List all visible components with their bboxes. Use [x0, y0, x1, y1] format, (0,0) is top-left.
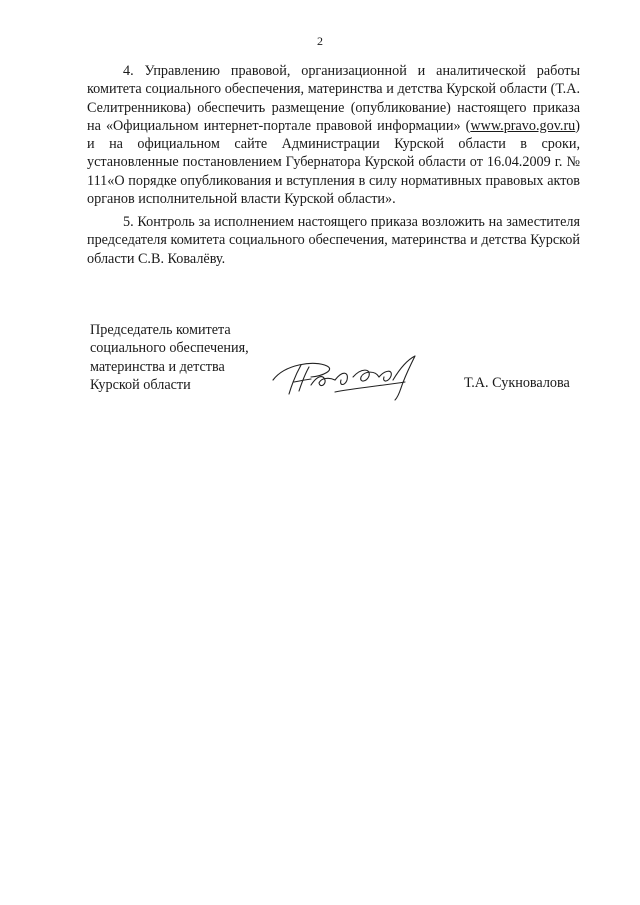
- paragraph-4-text-end: ) и на официальном сайте Администрации Курской области в сроки, установленные постановлением Губернатора Курской области от 16.04.2009 г. № 111«О порядке опубликования и вступления в силу нормативных правовых актов органов исполнительной власти Курской области».: [87, 117, 580, 208]
- page-number: 2: [317, 34, 323, 48]
- signatory-title: [90, 321, 249, 394]
- signatory-name: Т.А. Сукновалова: [464, 375, 570, 391]
- paragraph-4-text-start: 4. Управлению правовой, организационной и аналитической работы комитета социального обеспечения, материнства и детства Курской области (Т.А. Селитренникова) обеспечить размещение (опубликование) настоящего приказа на «Официальном интернет-портале правовой информации» (: [87, 63, 580, 134]
- signatory-title-line-2: социального обеспечения,: [90, 340, 249, 357]
- pravo-link[interactable]: www.pravo.gov.ru: [470, 117, 576, 134]
- signatory-title-line-3: материнства и детства: [90, 358, 225, 375]
- paragraph-4: [87, 62, 580, 208]
- signatory-title-line-1: Председатель комитета: [90, 322, 231, 338]
- handwritten-signature: [265, 350, 425, 402]
- paragraph-5: 5. Контроль за исполнением настоящего приказа возложить на заместителя председателя комитета социального обеспечения, материнства и детства Курской области С.В. Ковалёву.: [87, 214, 580, 267]
- signatory-title-line-4: Курской области: [90, 376, 191, 393]
